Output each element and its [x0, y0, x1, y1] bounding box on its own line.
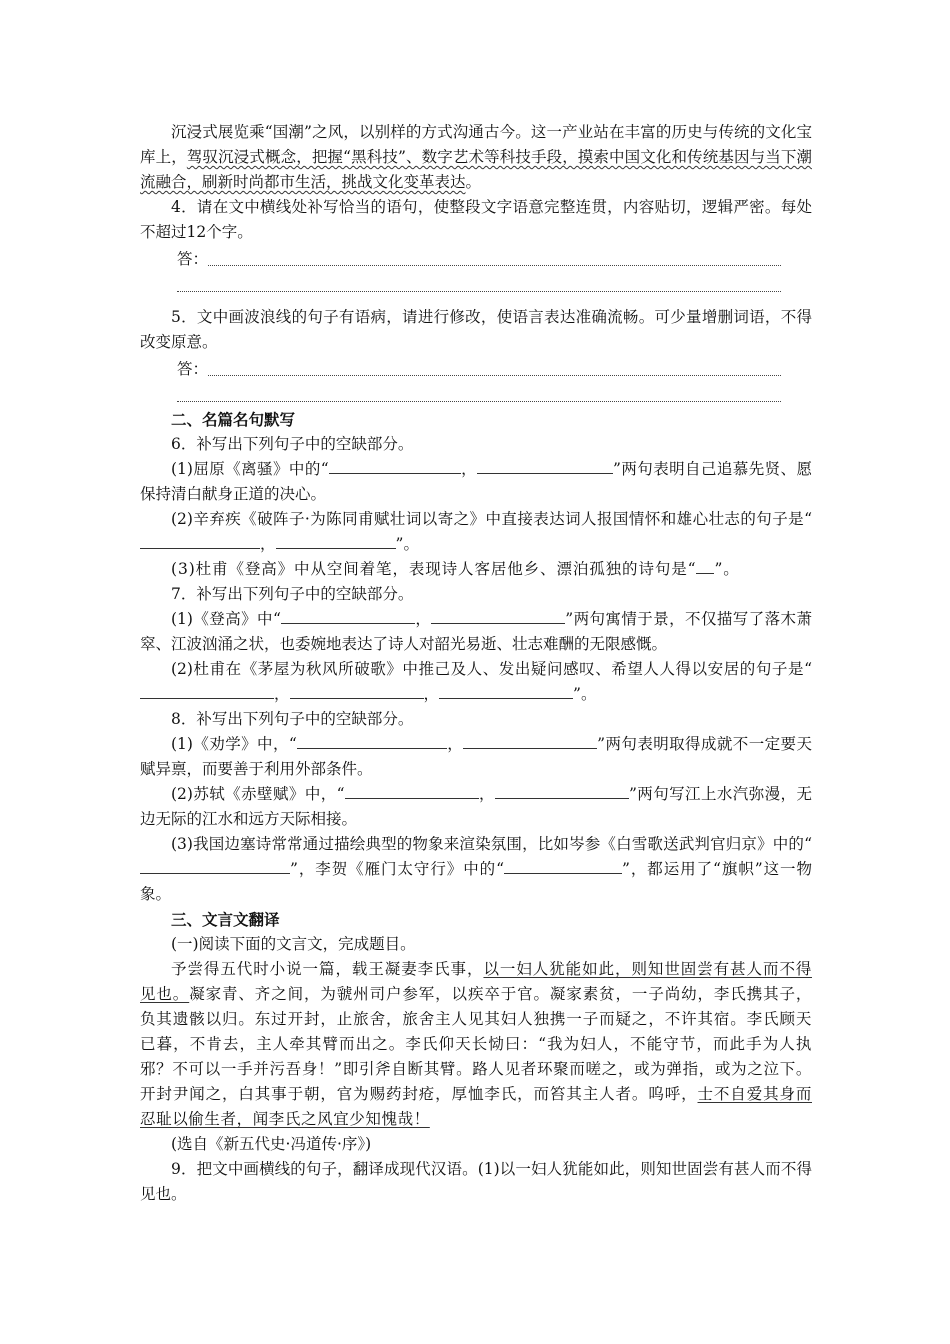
fill-blank[interactable]	[345, 784, 479, 799]
section-3-heading: 三、文言文翻译	[171, 910, 280, 929]
fill-blank[interactable]	[140, 534, 260, 549]
question-4: 4．请在文中横线处补写恰当的语句，使整段文字语意完整连贯，内容贴切，逻辑严密。每处不超过12个字。	[140, 198, 812, 241]
fill-blank[interactable]	[431, 609, 565, 624]
question-8-3: (3)我国边塞诗常常通过描绘典型的物象来渲染氛围，比如岑参《白雪歌送武判官归京》中的“”，李贺《雁门太守行》中的“ ”，都运用了“旗帜”这一物象。	[140, 835, 812, 903]
intro-end: 。	[465, 173, 482, 191]
question-5: 5．文中画波浪线的句子有语病，请进行修改，使语言表达准确流畅。可少量增删词语，不得改变原意。	[140, 308, 812, 351]
question-8-1: (1)《劝学》中，“ ， ”两句表明取得成就不一定要天赋异禀，而要善于利用外部条件。	[140, 735, 812, 778]
answer-label: 答：	[177, 250, 209, 268]
intro-text: 沉浸式展览乘“国潮”之风，以别样的方式沟通古今。这一产业站在丰富的历史与传统的文化宝库上，	[140, 123, 812, 166]
fill-blank[interactable]	[140, 859, 290, 874]
document-page	[140, 120, 812, 1207]
underlined-sentence-1: 以一妇人犹能如此，则知世固尝有甚人而不得见也。	[140, 960, 812, 1003]
question-7-title: 7．补写出下列句子中的空缺部分。	[171, 585, 414, 603]
passage-source: (选自《新五代史·冯道传·序》)	[171, 1135, 372, 1153]
fill-blank[interactable]	[495, 784, 629, 799]
wavy-sentence: 驾驭沉浸式概念，把握“黑科技”、数字艺术等科技手段，摸索中国文化和传统基因与当下潮流融合，刷新时尚都市生活，挑战文化变革表达	[140, 148, 812, 191]
question-7-2: (2)杜甫在《茅屋为秋风所破歌》中推己及人、发出疑问感叹、希望人人得以安居的句子是“， ， ”。	[140, 657, 812, 707]
answer-label: 答：	[177, 360, 209, 378]
question-8-2: (2)苏轼《赤壁赋》中，“ ， ”两句写江上水汽弥漫，无边无际的江水和远方天际相接。	[140, 785, 812, 828]
question-9: 9．把文中画横线的句子，翻译成现代汉语。(1)以一妇人犹能如此，则知世固尝有甚人而不得见也。	[140, 1160, 812, 1203]
question-6-title: 6．补写出下列句子中的空缺部分。	[171, 435, 414, 453]
classical-passage: 予尝得五代时小说一篇，载王凝妻李氏事，以一妇人犹能如此，则知世固尝有甚人而不得见也。凝家青、齐之间，为虢州司户参军，以疾卒于官。凝家素贫，一子尚幼，李氏携其子，负其遗骸以归。东过开封，止旅舍，旅舍主人见其妇人独携一子而疑之，不许其宿。李氏顾天已暮，不肯去，主人牵其臂而出之。李氏仰天长恸曰：“我为妇人，不能守节，而此手为人执邪？不可以一手并污吾身！”即引斧自断其臂。路人见者环聚而嗟之，或为弹指，或为之泣下。开封尹闻之，白其事于朝，官为赐药封疮，厚恤李氏，而笞其主人者。呜呼，士不自爱其身而忍耻以偷生者，闻李氏之风宜少知愧哉！	[140, 960, 812, 1128]
answer-line-4b[interactable]	[140, 271, 812, 297]
fill-blank[interactable]	[463, 734, 597, 749]
fill-blank[interactable]	[281, 609, 415, 624]
fill-blank[interactable]	[504, 859, 622, 874]
answer-line-5a[interactable]	[140, 355, 812, 381]
fill-blank[interactable]	[290, 684, 424, 699]
fill-blank[interactable]	[477, 459, 613, 474]
question-8-title: 8．补写出下列句子中的空缺部分。	[171, 710, 414, 728]
question-7-1: (1)《登高》中“ ， ”两句寓情于景，不仅描写了落木萧窣、江波汹涌之状，也委婉地表达了诗人对韶光易逝、壮志难酬的无限感慨。	[140, 610, 812, 653]
answer-line-5b[interactable]	[140, 381, 812, 407]
fill-blank[interactable]	[439, 684, 573, 699]
fill-blank[interactable]	[696, 559, 714, 574]
reading-intro: (一)阅读下面的文言文，完成题目。	[171, 935, 416, 953]
section-2-heading: 二、名篇名句默写	[171, 410, 296, 429]
fill-blank[interactable]	[140, 684, 274, 699]
question-6-2: (2)辛弃疾《破阵子·为陈同甫赋壮词以寄之》中直接表达词人报国情怀和雄心壮志的句子是“， ”。	[140, 507, 812, 557]
fill-blank[interactable]	[329, 459, 461, 474]
fill-blank[interactable]	[297, 734, 447, 749]
question-6-3: (3)杜甫《登高》中从空间着笔，表现诗人客居他乡、漂泊孤独的诗句是“ ”。	[171, 560, 740, 578]
underlined-sentence-2: 士不自爱其身而忍耻以偷生者，闻李氏之风宜少知愧哉！	[140, 1085, 812, 1128]
question-6-1: (1)屈原《离骚》中的“ ， ”两句表明自己追慕先贤、愿保持清白献身正道的决心。	[140, 460, 812, 503]
intro-paragraph	[140, 120, 812, 195]
fill-blank[interactable]	[276, 534, 396, 549]
answer-line-4a[interactable]	[140, 245, 812, 271]
